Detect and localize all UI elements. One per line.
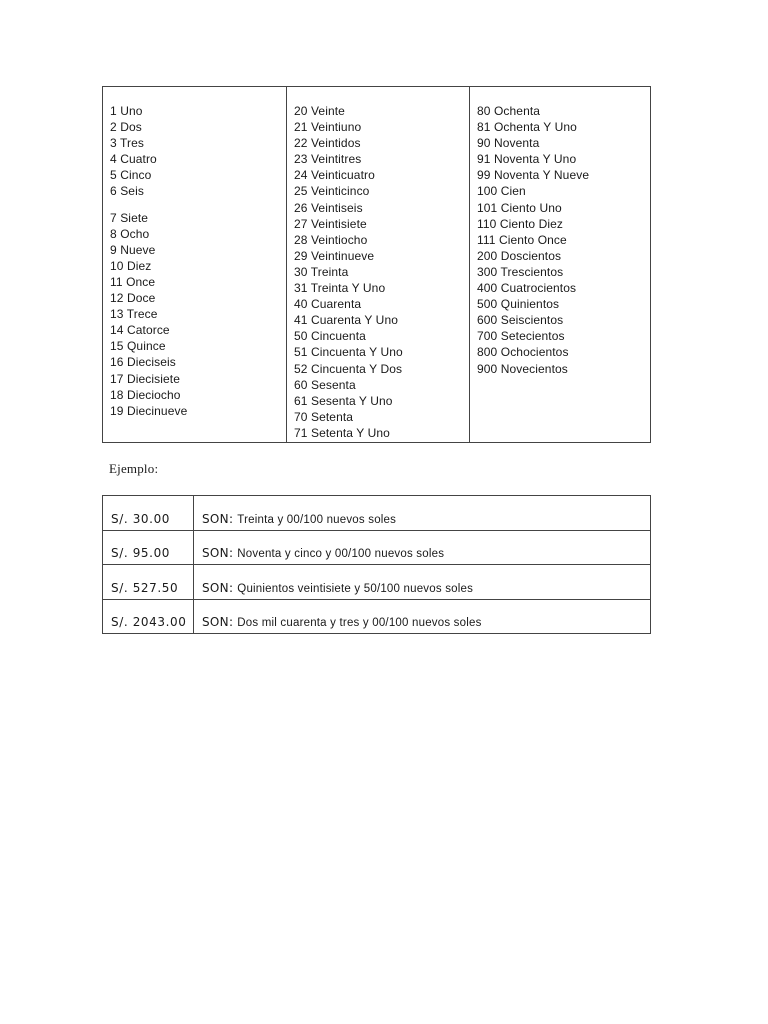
number-entry: 99 Noventa Y Nueve bbox=[477, 168, 590, 183]
son-prefix: SON: bbox=[202, 615, 234, 629]
number-entry: 4 Cuatro bbox=[110, 152, 157, 167]
number-entry: 16 Dieciseis bbox=[110, 355, 176, 370]
amount-cell: S/. 2043.00 bbox=[103, 600, 194, 634]
amount-words: Treinta y 00/100 nuevos soles bbox=[237, 513, 397, 526]
number-entry: 28 Veintiocho bbox=[294, 232, 368, 247]
amount-cell: S/. 95.00 bbox=[103, 531, 194, 565]
number-entry: 100 Cien bbox=[477, 184, 526, 199]
amount-words-cell bbox=[194, 531, 650, 565]
number-entry: 5 Cinco bbox=[110, 168, 152, 183]
number-entry: 52 Cincuenta Y Dos bbox=[294, 361, 403, 376]
son-prefix: SON: bbox=[202, 580, 234, 595]
number-entry: 2 Dos bbox=[110, 120, 142, 135]
number-entry: 400 Cuatrocientos bbox=[477, 281, 577, 296]
number-entry: 30 Treinta bbox=[294, 264, 349, 279]
number-entry: 7 Siete bbox=[110, 210, 149, 225]
number-entry: 18 Dieciocho bbox=[110, 387, 181, 402]
number-entry: 9 Nueve bbox=[110, 242, 156, 257]
number-entry: 90 Noventa bbox=[477, 136, 540, 151]
number-entry: 17 Diecisiete bbox=[110, 371, 181, 386]
numbers-table bbox=[102, 86, 651, 443]
son-prefix: SON: bbox=[202, 511, 234, 526]
amount-cell: S/. 527.50 bbox=[103, 565, 194, 599]
number-entry: 900 Novecientos bbox=[477, 361, 568, 376]
number-entry: 111 Ciento Once bbox=[477, 232, 567, 247]
number-entry: 15 Quince bbox=[110, 339, 166, 354]
number-entry: 80 Ochenta bbox=[477, 104, 541, 118]
amount-words: Noventa y cinco y 00/100 nuevos soles bbox=[237, 548, 445, 560]
number-entry: 3 Tres bbox=[110, 136, 144, 151]
amount-words-cell bbox=[194, 565, 650, 599]
number-entry: 8 Ocho bbox=[110, 226, 150, 241]
table-row bbox=[103, 531, 650, 566]
number-entry: 19 Diecinueve bbox=[110, 403, 188, 418]
number-entry: 11 Once bbox=[110, 274, 156, 289]
number-entry: 700 Setecientos bbox=[477, 329, 565, 344]
number-entry: 800 Ochocientos bbox=[477, 345, 569, 360]
example-heading: Ejemplo: bbox=[109, 461, 159, 476]
amount-words: Quinientos veintisiete y 50/100 nuevos soles bbox=[237, 582, 474, 595]
number-entry: 22 Veintidos bbox=[294, 136, 361, 151]
number-entry: 29 Veintinueve bbox=[294, 248, 375, 263]
number-entry: 25 Veinticinco bbox=[294, 184, 370, 199]
numbers-column-2 bbox=[286, 87, 469, 442]
number-entry: 6 Seis bbox=[110, 184, 144, 199]
number-entry: 24 Veinticuatro bbox=[294, 168, 375, 183]
amount-words: Dos mil cuarenta y tres y 00/100 nuevos soles bbox=[237, 617, 482, 629]
example-table bbox=[102, 495, 651, 634]
number-entry: 71 Setenta Y Uno bbox=[294, 425, 390, 440]
numbers-column-1 bbox=[103, 87, 286, 442]
number-entry: 110 Ciento Diez bbox=[477, 216, 563, 231]
number-entry: 12 Doce bbox=[110, 291, 156, 306]
number-entry: 31 Treinta Y Uno bbox=[294, 281, 386, 296]
number-entry: 51 Cincuenta Y Uno bbox=[294, 345, 403, 360]
amount-words-cell bbox=[194, 496, 650, 530]
number-entry: 61 Sesenta Y Uno bbox=[294, 393, 393, 408]
numbers-column-3 bbox=[469, 87, 650, 442]
number-entry: 60 Sesenta bbox=[294, 377, 356, 392]
number-entry: 40 Cuarenta bbox=[294, 297, 362, 312]
amount-cell: S/. 30.00 bbox=[103, 496, 194, 530]
number-entry: 14 Catorce bbox=[110, 323, 170, 338]
number-entry: 10 Diez bbox=[110, 258, 152, 273]
number-entry: 70 Setenta bbox=[294, 409, 354, 424]
number-entry: 500 Quinientos bbox=[477, 297, 560, 312]
son-prefix: SON: bbox=[202, 546, 234, 560]
number-entry: 21 Veintiuno bbox=[294, 120, 362, 135]
number-entry: 200 Doscientos bbox=[477, 248, 562, 263]
amount-words-cell bbox=[194, 600, 650, 634]
number-entry: 600 Seiscientos bbox=[477, 313, 564, 328]
table-row bbox=[103, 565, 650, 600]
number-entry: 13 Trece bbox=[110, 307, 158, 322]
number-entry: 91 Noventa Y Uno bbox=[477, 152, 577, 167]
number-entry: 50 Cincuenta bbox=[294, 329, 366, 344]
number-entry: 20 Veinte bbox=[294, 104, 345, 118]
number-entry: 300 Trescientos bbox=[477, 264, 564, 279]
number-entry: 81 Ochenta Y Uno bbox=[477, 120, 577, 135]
table-row bbox=[103, 600, 650, 635]
number-entry: 26 Veintiseis bbox=[294, 200, 363, 215]
number-entry: 23 Veintitres bbox=[294, 152, 362, 167]
number-entry: 1 Uno bbox=[110, 104, 143, 118]
number-entry: 101 Ciento Uno bbox=[477, 200, 562, 215]
number-entry: 41 Cuarenta Y Uno bbox=[294, 313, 398, 328]
table-row bbox=[103, 496, 650, 531]
number-entry: 27 Veintisiete bbox=[294, 216, 367, 231]
